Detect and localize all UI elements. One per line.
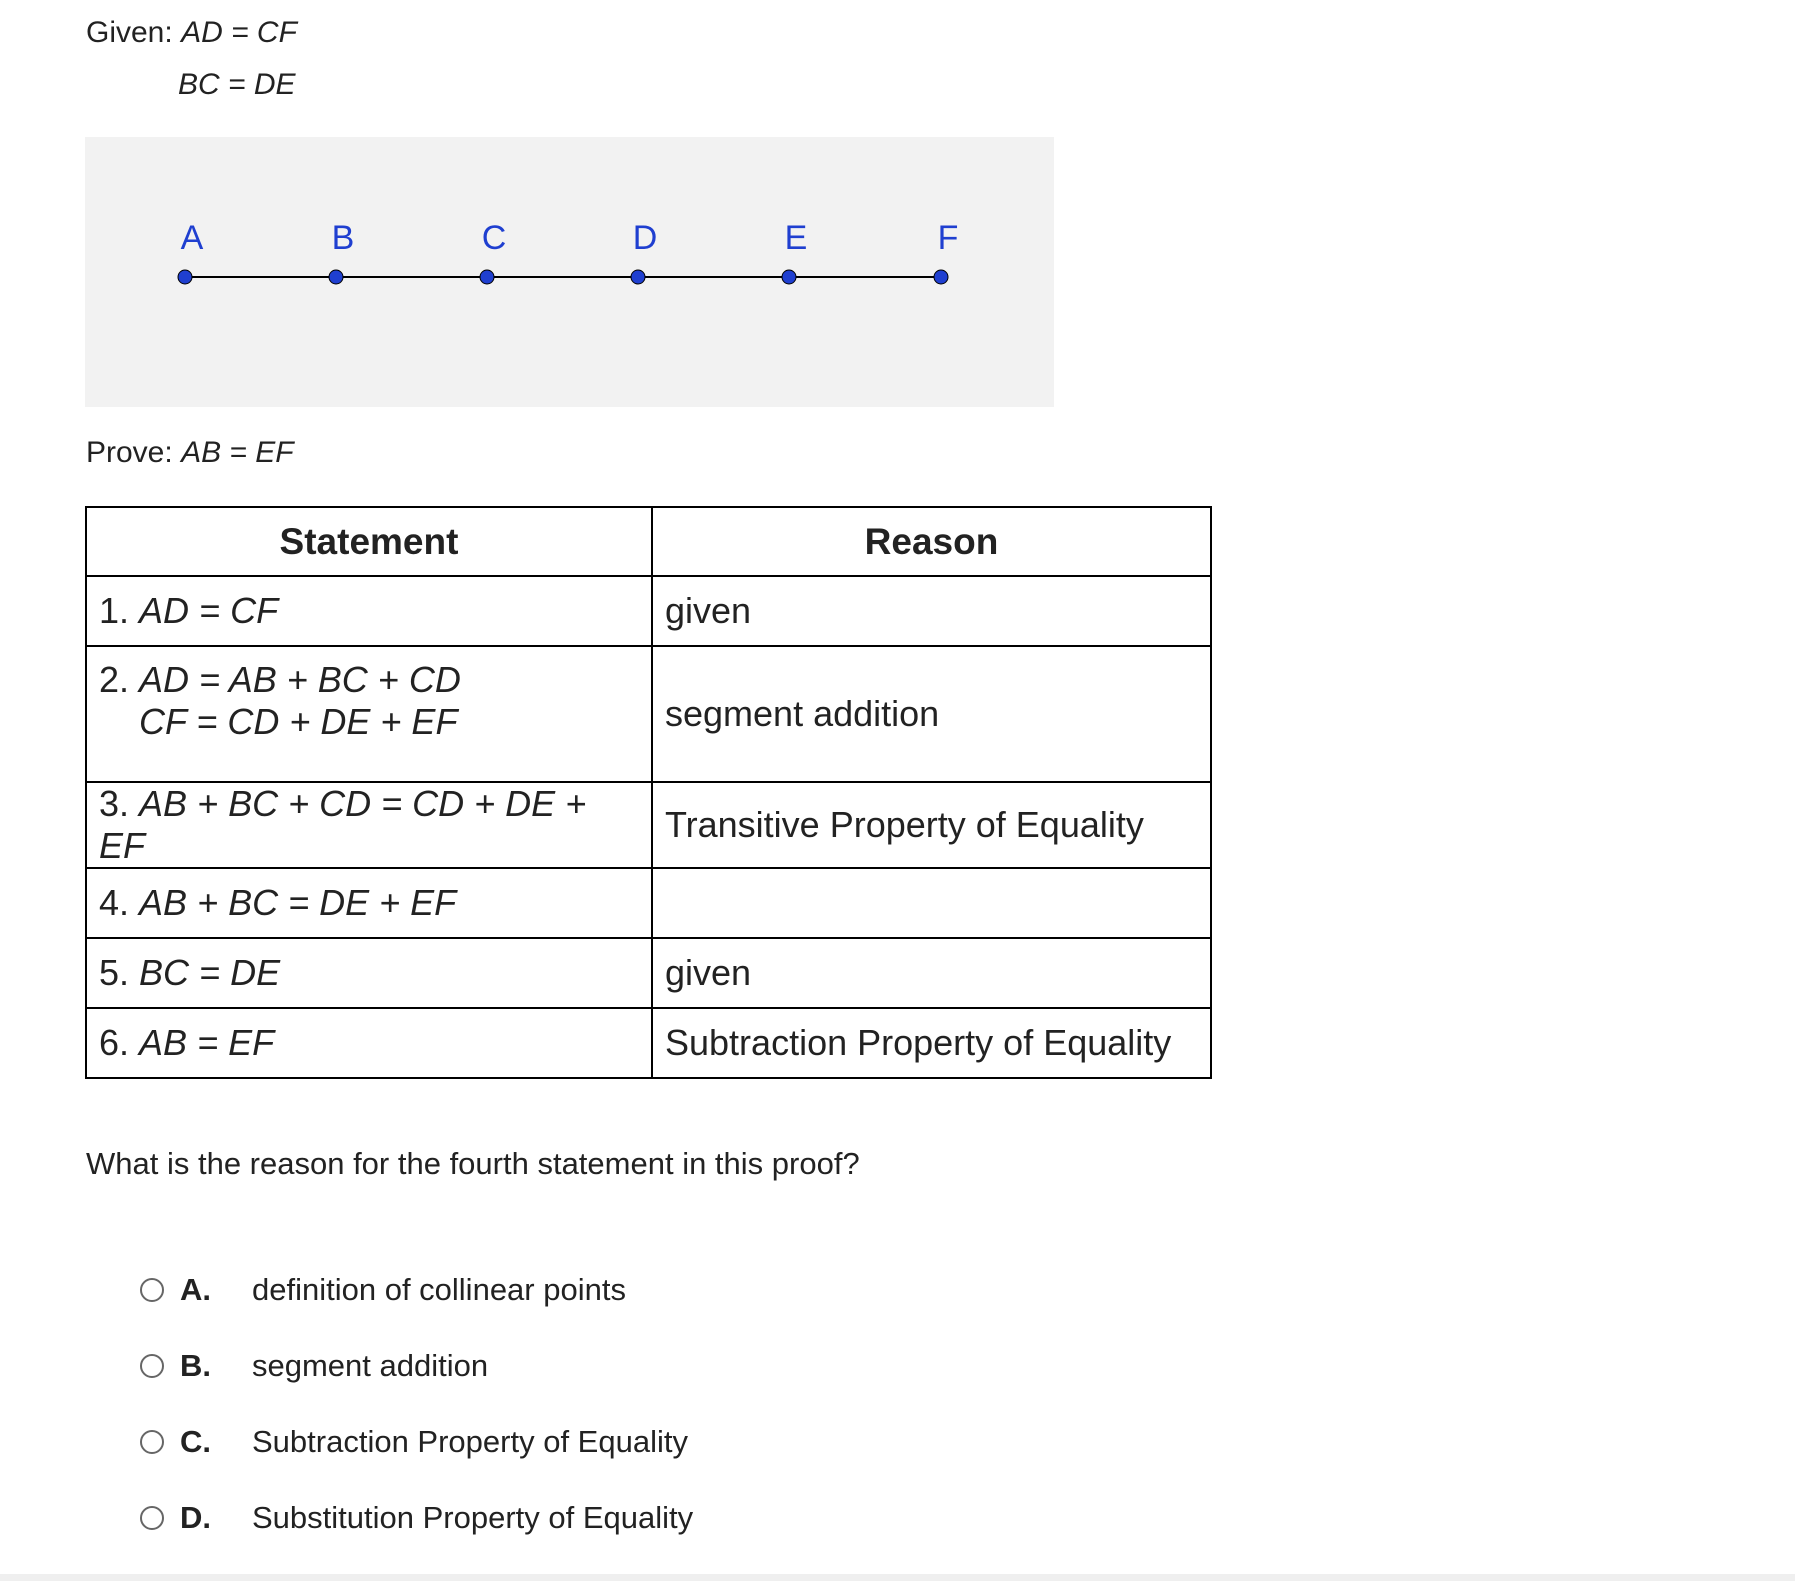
statement-text: AD = CF [139,590,279,631]
statement-number: 6. [99,1022,130,1063]
statement-number: 1. [99,590,130,631]
statement-cell [86,1008,652,1078]
choice-letter: A. [180,1272,211,1307]
point-d [631,270,645,284]
point-label-e: E [784,219,808,257]
radio-button[interactable] [140,1354,164,1378]
statement-text: AD = AB + BC + CD [139,659,461,700]
point-label-b: B [331,219,355,257]
point-label-d: D [632,219,658,257]
point-c [480,270,494,284]
statement-number: 2. [99,659,130,700]
line-segment-diagram [85,137,1054,407]
reason-cell: Subtraction Property of Equality [652,1008,1211,1078]
prove-label: Prove: [86,436,173,469]
choice-text: Subtraction Property of Equality [252,1424,688,1459]
reason-header: Reason [652,507,1211,576]
statement-number: 5. [99,952,130,993]
choice-c[interactable] [140,1404,693,1480]
statement-cell [86,782,652,868]
question-text: What is the reason for the fourth statement in this proof? [86,1146,860,1181]
given-statement-2: BC = DE [178,68,296,101]
statement-cell [86,938,652,1008]
statement-number: 4. [99,882,130,923]
statement-text-continued: CF = CD + DE + EF [139,701,458,742]
given-line-1 [86,16,297,50]
proof-row-1 [86,576,1211,646]
point-label-c: C [481,219,507,257]
proof-table [85,506,1212,1079]
statement-text: BC = DE [139,952,281,993]
statement-header: Statement [86,507,652,576]
point-a [178,270,192,284]
statement-text: AB = EF [139,1022,275,1063]
prove-line [86,436,294,470]
page-bottom-edge [0,1574,1795,1581]
choice-a[interactable] [140,1252,693,1328]
choice-b[interactable] [140,1328,693,1404]
statement-text: AB + BC = DE + EF [139,882,457,923]
reason-cell: given [652,938,1211,1008]
proof-row-5 [86,938,1211,1008]
choice-text: Substitution Property of Equality [252,1500,694,1535]
answer-choices [140,1252,693,1556]
proof-row-6 [86,1008,1211,1078]
point-f [934,270,948,284]
point-label-f: F [937,219,959,257]
statement-number: 3. [99,783,130,824]
choice-letter: C. [180,1424,211,1459]
point-b [329,270,343,284]
statement-cell [86,576,652,646]
proof-row-4 [86,868,1211,938]
radio-button[interactable] [140,1506,164,1530]
diagram-svg [85,137,1054,407]
radio-button[interactable] [140,1430,164,1454]
proof-row-3 [86,782,1211,868]
choice-letter: D. [180,1500,211,1535]
point-e [782,270,796,284]
choice-text: definition of collinear points [252,1272,626,1307]
radio-button[interactable] [140,1278,164,1302]
statement-cell [86,868,652,938]
choice-letter: B. [180,1348,211,1383]
statement-cell [86,646,652,782]
proof-row-2 [86,646,1211,782]
choice-text: segment addition [252,1348,489,1383]
choice-d[interactable] [140,1480,693,1556]
statement-text: AB + BC + CD = CD + DE + EF [99,783,587,866]
prove-statement: AB = EF [181,436,294,469]
reason-cell-empty [652,868,1211,938]
given-label: Given: [86,16,173,49]
given-statement-1: AD = CF [181,16,297,49]
reason-cell: segment addition [652,646,1211,782]
point-label-a: A [180,219,204,257]
reason-cell: Transitive Property of Equality [652,782,1211,868]
reason-cell: given [652,576,1211,646]
proof-header-row [86,507,1211,576]
